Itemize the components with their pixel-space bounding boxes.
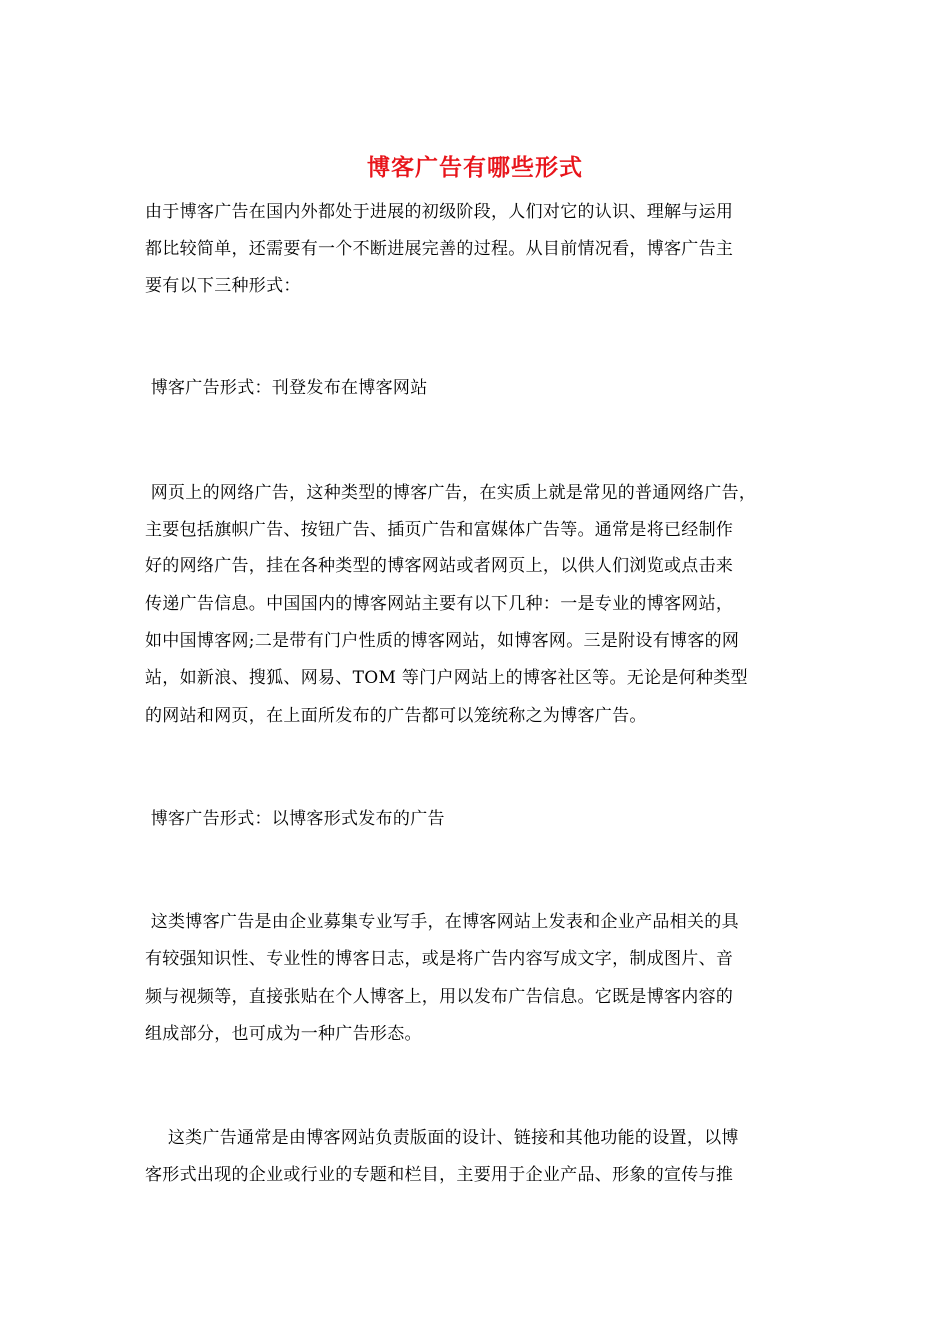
- body-line: 这类博客广告是由企业募集专业写手，在博客网站上发表和企业产品相关的具: [145, 912, 739, 932]
- body-line: 组成部分，也可成为一种广告形态。: [145, 1024, 422, 1044]
- section-heading: 博客广告形式：刊登发布在博客网站: [145, 378, 428, 398]
- body-line: 的网站和网页，在上面所发布的广告都可以笼统称之为博客广告。: [145, 706, 647, 726]
- body-line: 频与视频等，直接张贴在个人博客上，用以发布广告信息。它既是博客内容的: [145, 987, 734, 1007]
- intro-line: 都比较简单，还需要有一个不断进展完善的过程。从目前情况看，博客广告主: [145, 239, 734, 259]
- body-line: 站，如新浪、搜狐、网易、TOM 等门户网站上的博客社区等。无论是何种类型: [145, 668, 748, 688]
- intro-line: 由于博客广告在国内外都处于进展的初级阶段，人们对它的认识、理解与运用: [145, 202, 734, 222]
- body-line: 好的网络广告，挂在各种类型的博客网站或者网页上，以供人们浏览或点击来: [145, 556, 734, 576]
- body-line: 这类广告通常是由博客网站负责版面的设计、链接和其他功能的设置，以博: [145, 1128, 739, 1148]
- page-title: 博客广告有哪些形式: [367, 154, 583, 181]
- intro-line: 要有以下三种形式：: [145, 276, 301, 296]
- body-line: 传递广告信息。中国国内的博客网站主要有以下几种：一是专业的博客网站，: [145, 594, 734, 614]
- section-heading: 博客广告形式：以博客形式发布的广告: [145, 809, 445, 829]
- body-line: 如中国博客网;二是带有门户性质的博客网站，如博客网。三是附设有博客的网: [145, 631, 740, 651]
- body-line: 客形式出现的企业或行业的专题和栏目，主要用于企业产品、形象的宣传与推: [145, 1165, 734, 1185]
- body-line: 有较强知识性、专业性的博客日志，或是将广告内容写成文字，制成图片、音: [145, 949, 734, 969]
- body-line: 网页上的网络广告，这种类型的博客广告，在实质上就是常见的普通网络广告，: [145, 483, 757, 503]
- body-line: 主要包括旗帜广告、按钮广告、插页广告和富媒体广告等。通常是将已经制作: [145, 520, 734, 540]
